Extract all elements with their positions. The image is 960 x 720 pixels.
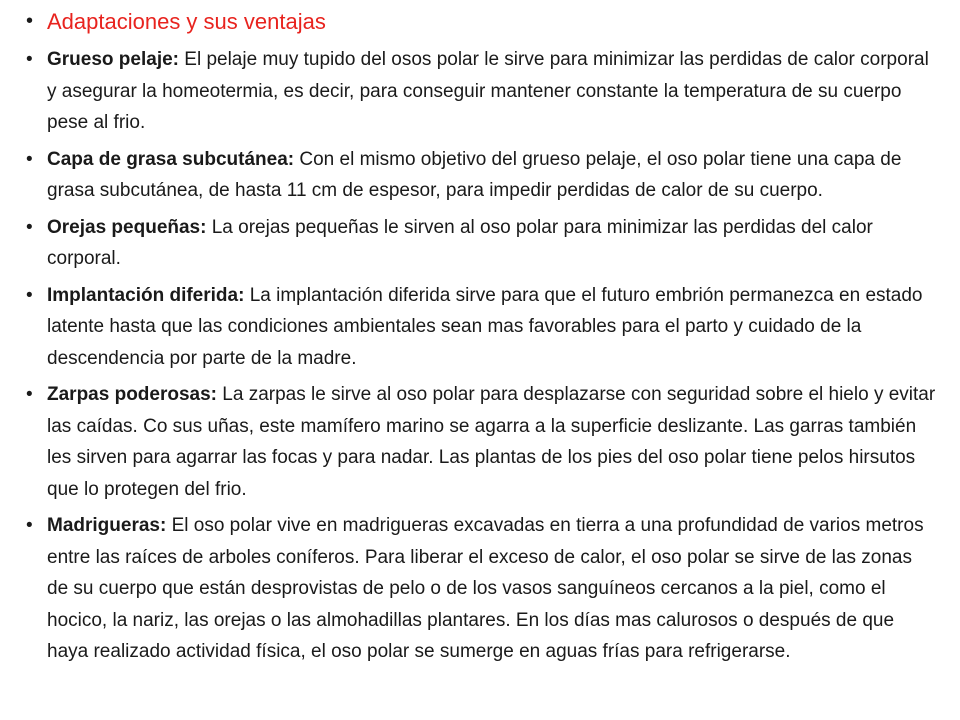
item-text: La orejas pequeñas le sirven al oso polar para minimizar las perdidas del calor corporal. <box>47 216 873 269</box>
item-term: Orejas pequeñas: <box>47 216 207 238</box>
bullet-list <box>26 6 938 673</box>
list-item-madrigueras <box>26 510 938 668</box>
bullet-dot-icon: • <box>26 10 34 32</box>
item-term: Zarpas poderosas: <box>47 384 217 405</box>
bullet-dot-icon: • <box>26 216 33 238</box>
bullet-dot-icon: • <box>26 49 33 70</box>
title-text: Adaptaciones y sus ventajas <box>47 9 326 34</box>
item-text: Con el mismo objetivo del grueso pelaje, el oso polar tiene una capa de grasa subcutánea, de hasta 11 cm de espesor, para impedir perdidas de calor de su cuerpo. <box>47 148 902 201</box>
list-item-capa-de-grasa <box>26 144 938 207</box>
bullet-dot-icon: • <box>26 515 33 536</box>
item-text: La implantación diferida sirve para que el futuro embrión permanezca en estado latente hasta que las condiciones ambientales sean mas favorables para el parto y cuidado de la descendencia por parte de la madre. <box>47 284 923 369</box>
item-term: Implantación diferida: <box>47 284 245 306</box>
item-text: La zarpas le sirve al oso polar para desplazarse con seguridad sobre el hielo y evitar las caídas. Co sus uñas, este mamífero marino se agarra a la superficie deslizante. Las garras también les sirven para agarrar las focas y para nadar. Las plantas de los pies del oso polar tiene pelos hirsutos que lo protegen del frio. <box>47 384 936 500</box>
list-item-orejas-pequenas <box>26 212 938 275</box>
list-item-zarpas-poderosas <box>26 379 938 505</box>
bullet-dot-icon: • <box>26 148 33 170</box>
bullet-dot-icon: • <box>26 384 33 405</box>
item-term: Grueso pelaje: <box>47 49 179 70</box>
item-term: Madrigueras: <box>47 515 167 536</box>
slide-title <box>26 6 938 37</box>
item-text: El pelaje muy tupido del osos polar le sirve para minimizar las perdidas de calor corporal y asegurar la homeotermia, es decir, para conseguir mantener constante la temperatura de su cuerpo pese al frio. <box>47 49 929 133</box>
bullet-dot-icon: • <box>26 284 33 306</box>
item-term: Capa de grasa subcutánea: <box>47 148 295 170</box>
list-item-grueso-pelaje <box>26 44 938 139</box>
list-item-implantacion-diferida <box>26 280 938 375</box>
item-text: El oso polar vive en madrigueras excavadas en tierra a una profundidad de varios metros entre las raíces de arboles coníferos. Para liberar el exceso de calor, el oso polar se sirve de las zonas de su cuerpo que están desprovistas de pelo o de los vasos sanguíneos cercanos a la piel, como el hocico, la nariz, las orejas o las almohadillas plantares. En los días mas calurosos o después de que haya realizado actividad física, el oso polar se sumerge en aguas frías para refrigerarse. <box>47 515 924 662</box>
